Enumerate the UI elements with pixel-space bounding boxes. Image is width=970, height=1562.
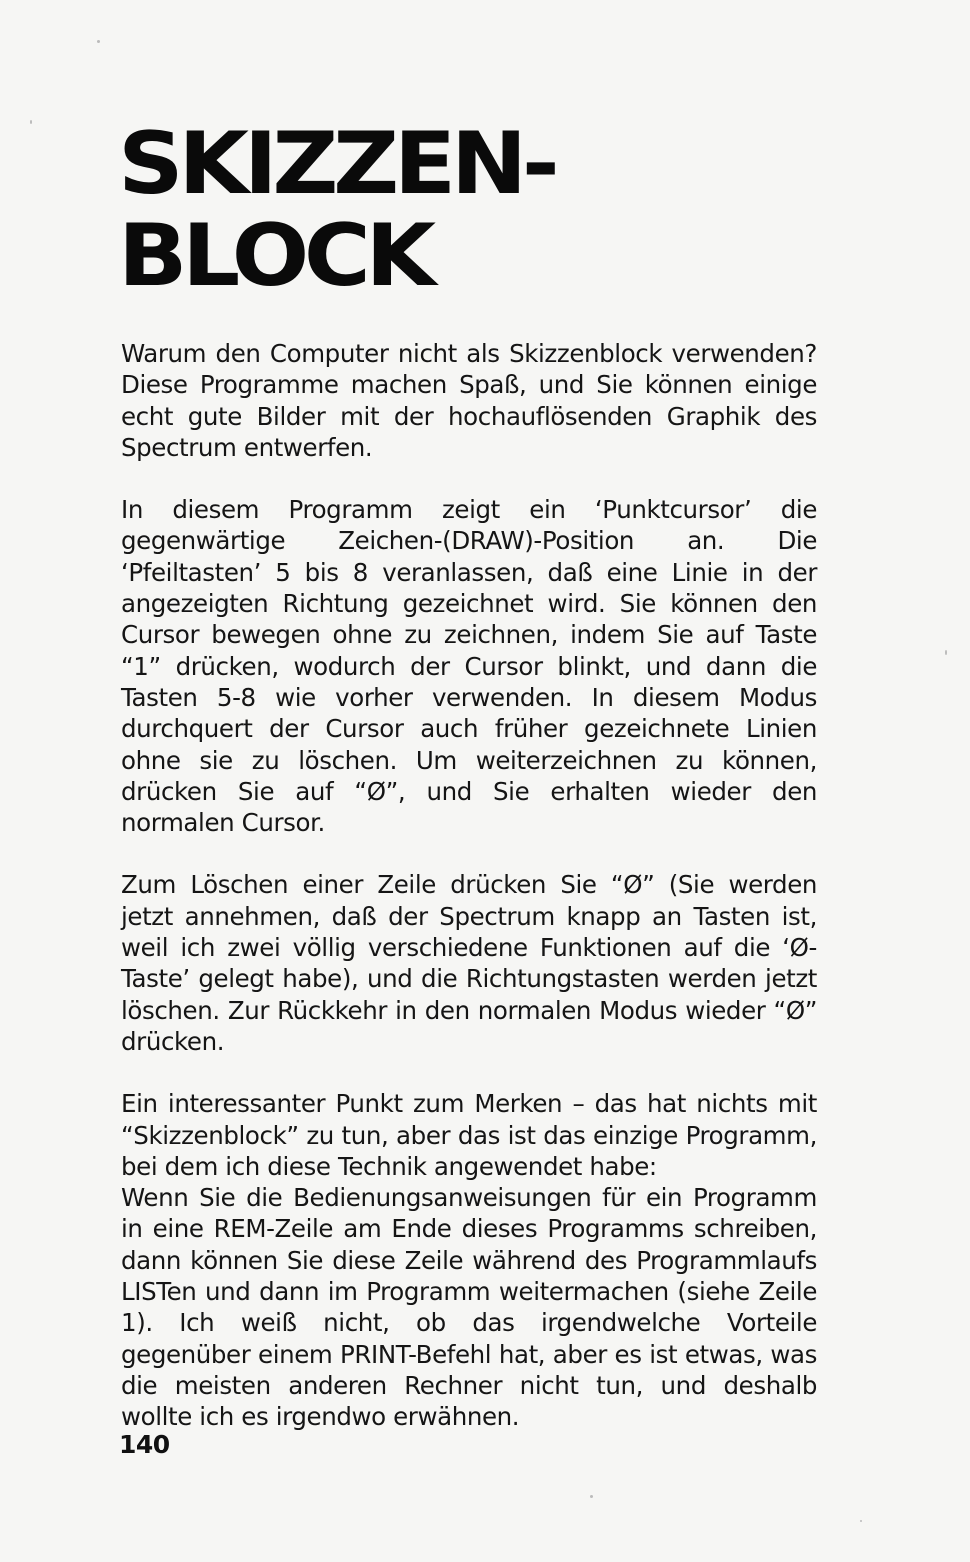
paper-speck bbox=[30, 120, 32, 124]
title-line-2: BLOCK bbox=[118, 206, 431, 306]
paper-speck bbox=[590, 1495, 593, 1498]
paragraph-intro: Warum den Computer nicht als Skizzenblock verwenden? Diese Programme machen Spaß, und Sie können einige echt gute Bilder mit der hochauflösenden Graphik des Spectrum entwerfen. bbox=[121, 339, 817, 462]
paragraph-rem: Wenn Sie die Bedienungsanweisungen für ein Programm in eine REM-Zeile am Ende dieses Programms schreiben, dann können Sie diese Zeile während des Programmlaufs LISTen und dann im Programm weitermachen (siehe Zeile 1). Ich weiß nicht, ob das irgendwelche Vorteile gegenüber einem PRINT-Befehl hat, aber es ist etwas, was die meisten anderen Rechner nicht tun, und deshalb wollte ich es irgendwo erwähnen. bbox=[121, 1183, 817, 1432]
body-text bbox=[121, 338, 817, 1433]
chapter-title bbox=[118, 114, 555, 306]
paragraph-tip: Ein interessanter Punkt zum Merken – das hat nichts mit “Skizzenblock” zu tun, aber das ist das einzige Programm, bei dem ich diese Technik angewendet habe: bbox=[121, 1089, 817, 1181]
paper-speck bbox=[860, 1520, 862, 1522]
paper-speck bbox=[97, 40, 100, 43]
paragraph-cursor: In diesem Programm zeigt ein ‘Punktcursor’ die gegenwärtige Zeichen-(DRAW)-Position an. Die ‘Pfeiltasten’ 5 bis 8 veranlassen, daß eine Linie in der angezeigten Richtung gezeichnet wird. Sie können den Cursor bewegen ohne zu zeichnen, indem Sie auf Taste “1” drücken, wodurch der Cursor blinkt, und dann die Tasten 5-8 wie vorher verwenden. In diesem Modus durchquert der Cursor auch früher gezeichnete Linien ohne sie zu löschen. Um weiterzeichnen zu können, drücken Sie auf “Ø”, und Sie erhalten wieder den normalen Cursor. bbox=[121, 495, 817, 838]
title-line-1: SKIZZEN- bbox=[118, 114, 555, 214]
paragraph-delete: Zum Löschen einer Zeile drücken Sie “Ø” (Sie werden jetzt annehmen, daß der Spectrum knapp an Tasten ist, weil ich zwei völlig verschiedene Funktionen auf die ‘Ø-Taste’ gelegt habe), und die Richtungstasten werden jetzt löschen. Zur Rückkehr in den normalen Modus wieder “Ø” drücken. bbox=[121, 870, 817, 1056]
page-number: 140 bbox=[119, 1430, 170, 1459]
paper-speck bbox=[945, 650, 947, 655]
